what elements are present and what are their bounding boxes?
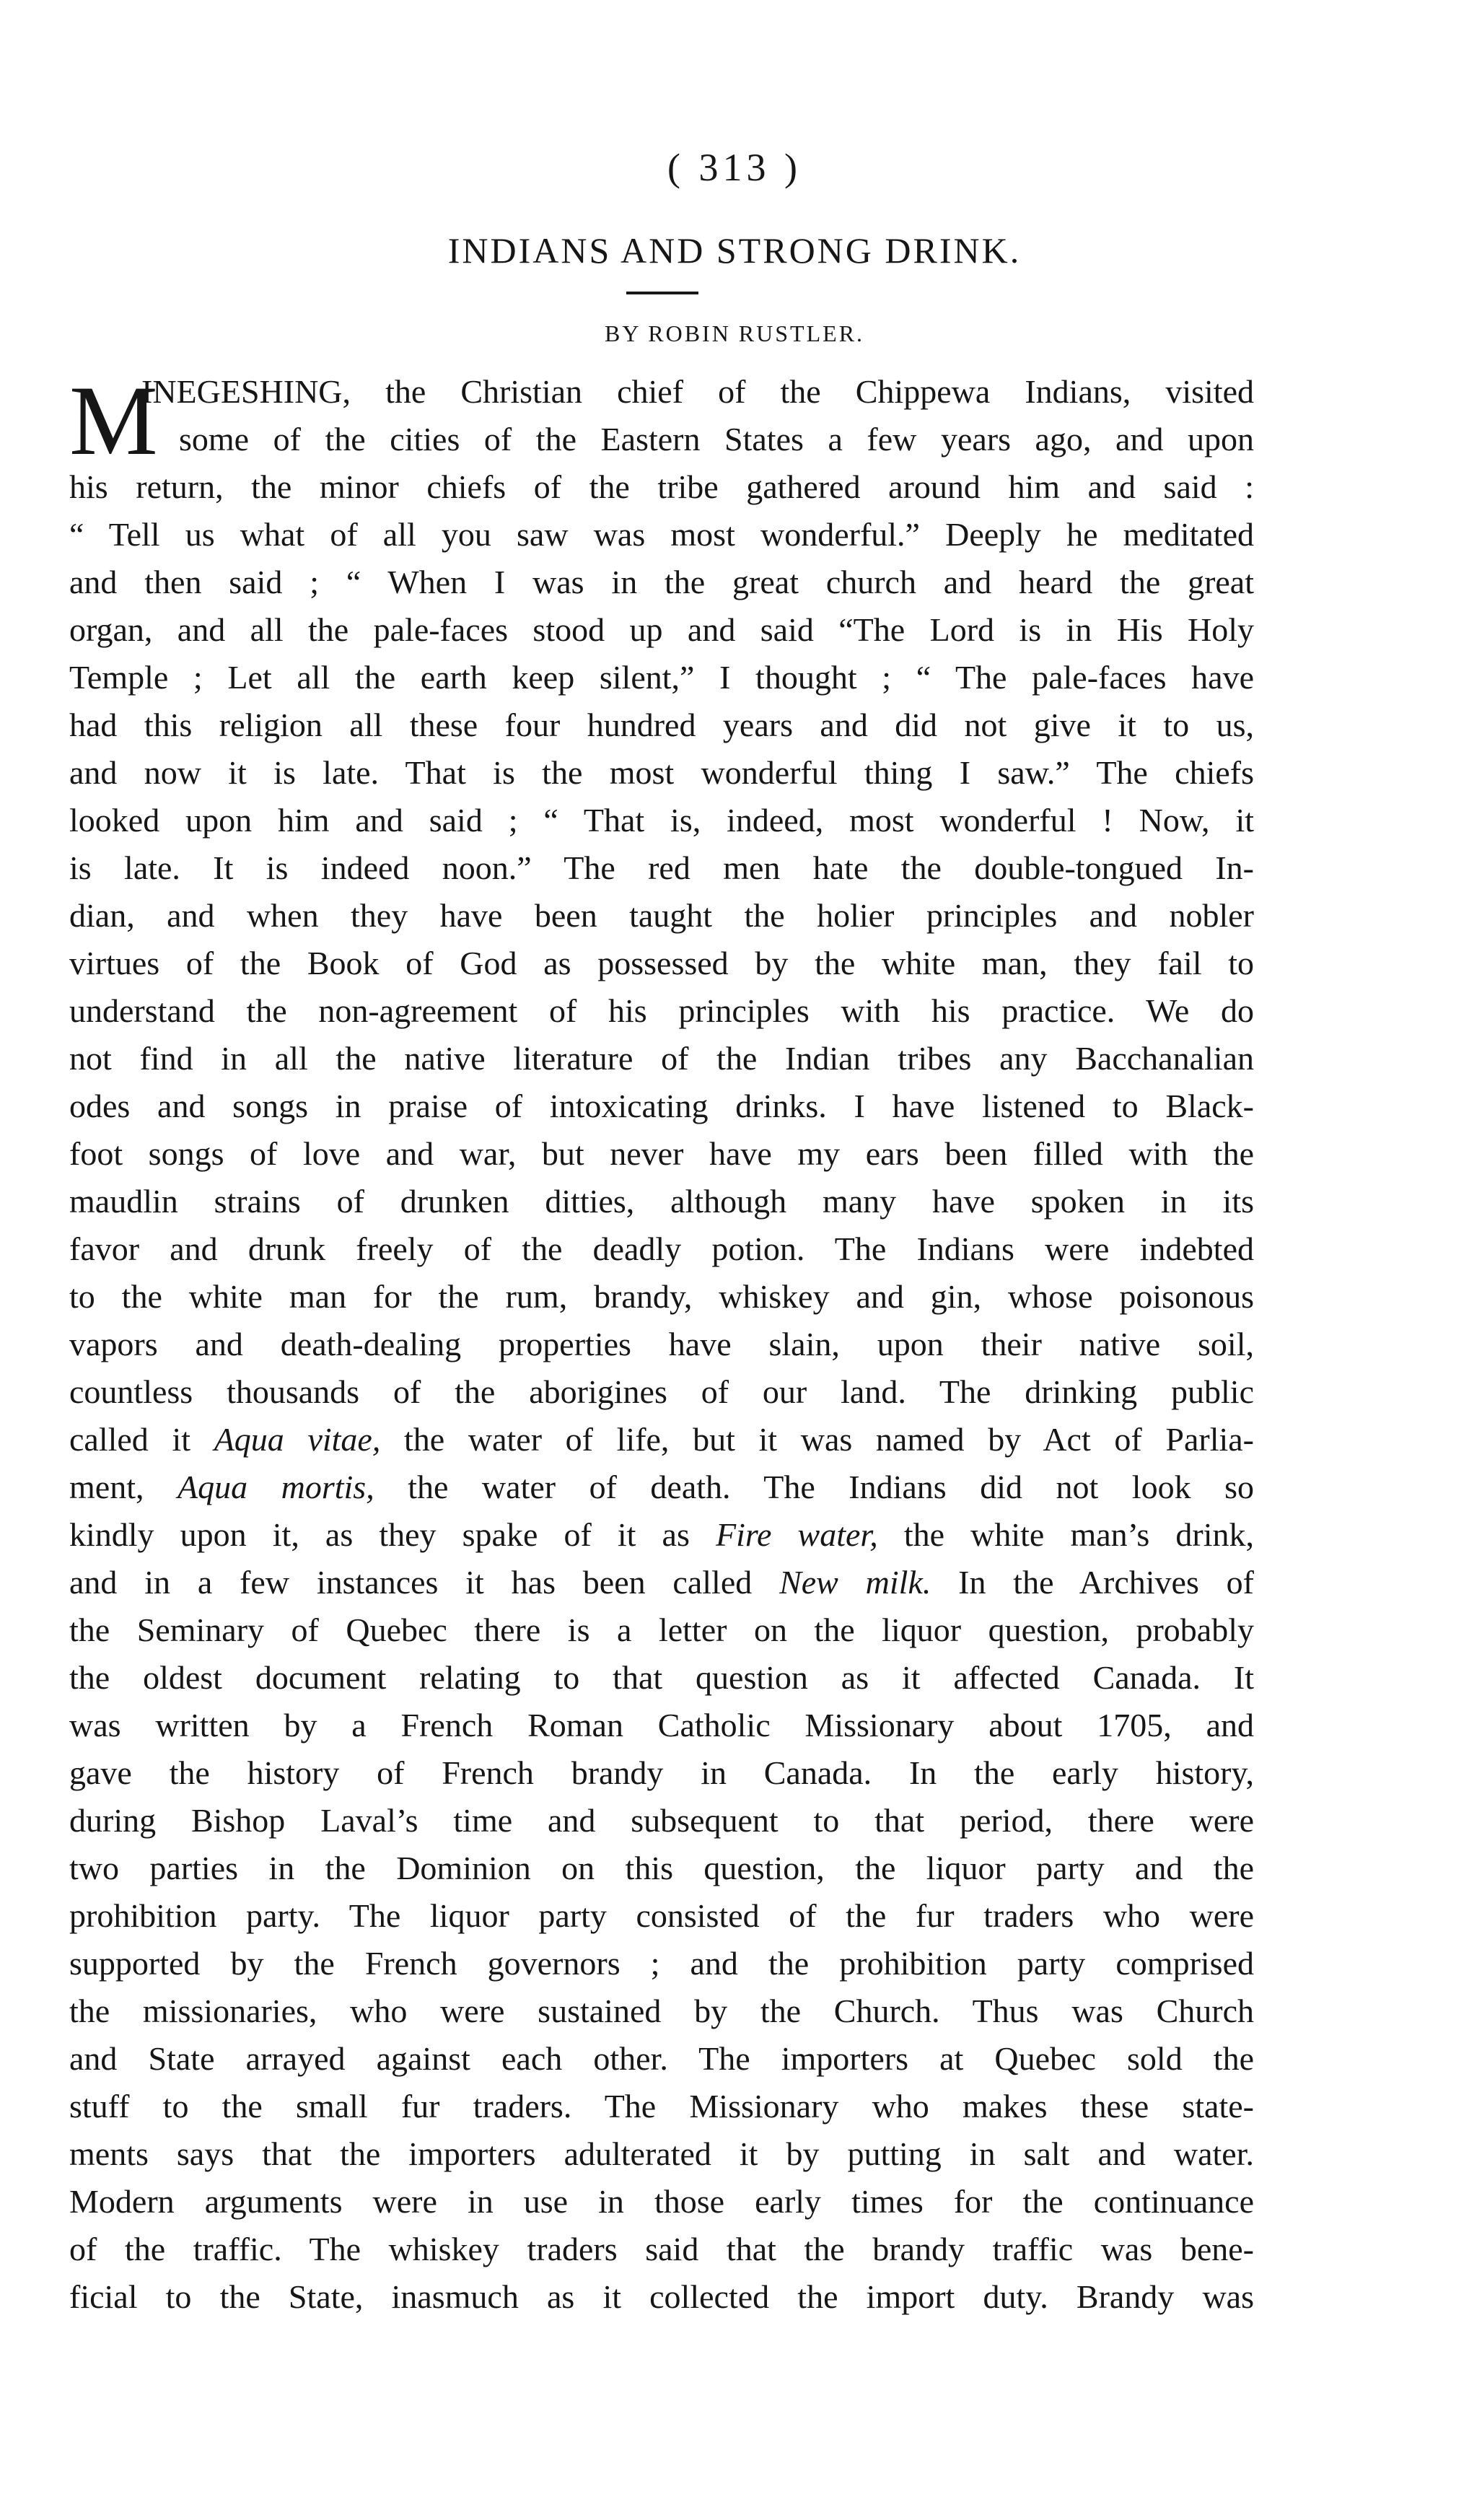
text-line: some of the cities of the Eastern States a few years ago, and upon xyxy=(179,421,1254,458)
italic-term: Aqua vitae, xyxy=(214,1421,381,1458)
text-segment: called it xyxy=(69,1421,214,1458)
text-segment: and in a few instances it has been called xyxy=(69,1564,780,1601)
text-line: was written by a French Roman Catholic Missionary about 1705, and xyxy=(69,1707,1254,1744)
text-line: during Bishop Laval’s time and subsequent to that period, there were xyxy=(69,1802,1254,1839)
text-line: odes and songs in praise of intoxicating drinks. I have listened to Black- xyxy=(69,1088,1254,1124)
text-line: maudlin strains of drunken ditties, although many have spoken in its xyxy=(69,1183,1254,1220)
text-line: had this religion all these four hundred years and did not give it to us, xyxy=(69,706,1254,743)
title-rule-divider xyxy=(626,292,698,294)
text-segment: In the Archives of xyxy=(931,1564,1254,1601)
text-line: to the white man for the rum, brandy, whiskey and gin, whose poisonous xyxy=(69,1278,1254,1315)
text-segment: ment, xyxy=(69,1469,177,1505)
text-line: virtues of the Book of God as possessed by the white man, they fail to xyxy=(69,945,1254,981)
text-line: prohibition party. The liquor party consisted of the fur traders who were xyxy=(69,1897,1254,1934)
text-line xyxy=(69,1464,1254,1511)
article-title: INDIANS AND STRONG DRINK. xyxy=(447,230,1022,271)
text-segment: the water of death. The Indians did not look so xyxy=(374,1469,1254,1505)
text-line: of the traffic. The whiskey traders said that the brandy traffic was bene- xyxy=(69,2231,1254,2267)
text-line: his return, the minor chiefs of the tribe gathered around him and said : xyxy=(69,468,1254,505)
body-text xyxy=(69,368,1254,2321)
text-line xyxy=(69,1416,1254,1464)
text-line: Modern arguments were in use in those early times for the continuance xyxy=(69,2183,1254,2220)
italic-term: Fire water, xyxy=(715,1516,878,1553)
text-line xyxy=(69,1559,1254,1606)
text-line: the oldest document relating to that question as it affected Canada. It xyxy=(69,1659,1254,1696)
text-line: and State arrayed against each other. The importers at Quebec sold the xyxy=(69,2040,1254,2077)
drop-cap: M xyxy=(69,371,158,465)
text-segment: kindly upon it, as they spake of it as xyxy=(69,1516,716,1553)
text-line: and then said ; “ When I was in the great church and heard the great xyxy=(69,564,1254,600)
text-line: organ, and all the pale-faces stood up and said “The Lord is in His Holy xyxy=(69,611,1254,648)
text-line: understand the non-agreement of his principles with his practice. We do xyxy=(69,992,1254,1029)
text-line: vapors and death-dealing properties have slain, upon their native soil, xyxy=(69,1326,1254,1362)
text-line: is late. It is indeed noon.” The red men hate the double-tongued In- xyxy=(69,849,1254,886)
page-number: ( 313 ) xyxy=(667,146,802,189)
text-line: supported by the French governors ; and the prohibition party comprised xyxy=(69,1945,1254,1982)
text-line xyxy=(69,1511,1254,1559)
text-line: two parties in the Dominion on this question, the liquor party and the xyxy=(69,1850,1254,1886)
text-line: not find in all the native literature of the Indian tribes any Bacchanalian xyxy=(69,1040,1254,1077)
text-line: the missionaries, who were sustained by the Church. Thus was Church xyxy=(69,1992,1254,2029)
text-line: INEGESHING, the Christian chief of the Chippewa Indians, visited xyxy=(141,373,1254,410)
byline: BY ROBIN RUSTLER. xyxy=(604,320,865,346)
text-line: favor and drunk freely of the deadly potion. The Indians were indebted xyxy=(69,1230,1254,1267)
italic-term: New milk. xyxy=(779,1564,931,1601)
text-line: and now it is late. That is the most wonderful thing I saw.” The chiefs xyxy=(69,754,1254,791)
text-line: gave the history of French brandy in Canada. In the early history, xyxy=(69,1754,1254,1791)
text-segment: the white man’s drink, xyxy=(877,1516,1255,1553)
italic-term: Aqua mortis, xyxy=(177,1469,374,1505)
text-line: stuff to the small fur traders. The Missionary who makes these state- xyxy=(69,2088,1254,2125)
text-line: ficial to the State, inasmuch as it collected the import duty. Brandy was xyxy=(69,2278,1254,2315)
text-line: countless thousands of the aborigines of our land. The drinking public xyxy=(69,1373,1254,1410)
text-segment: the water of life, but it was named by Act of Parlia- xyxy=(380,1421,1254,1458)
text-line: Temple ; Let all the earth keep silent,” I thought ; “ The pale-faces have xyxy=(69,659,1254,696)
text-line: foot songs of love and war, but never have my ears been filled with the xyxy=(69,1135,1254,1172)
text-line: ments says that the importers adulterated it by putting in salt and water. xyxy=(69,2135,1254,2172)
text-line: the Seminary of Quebec there is a letter on the liquor question, probably xyxy=(69,1611,1254,1648)
text-line: “ Tell us what of all you saw was most wonderful.” Deeply he meditated xyxy=(69,516,1254,553)
text-line: looked upon him and said ; “ That is, indeed, most wonderful ! Now, it xyxy=(69,802,1254,839)
text-line: dian, and when they have been taught the holier principles and nobler xyxy=(69,897,1254,934)
